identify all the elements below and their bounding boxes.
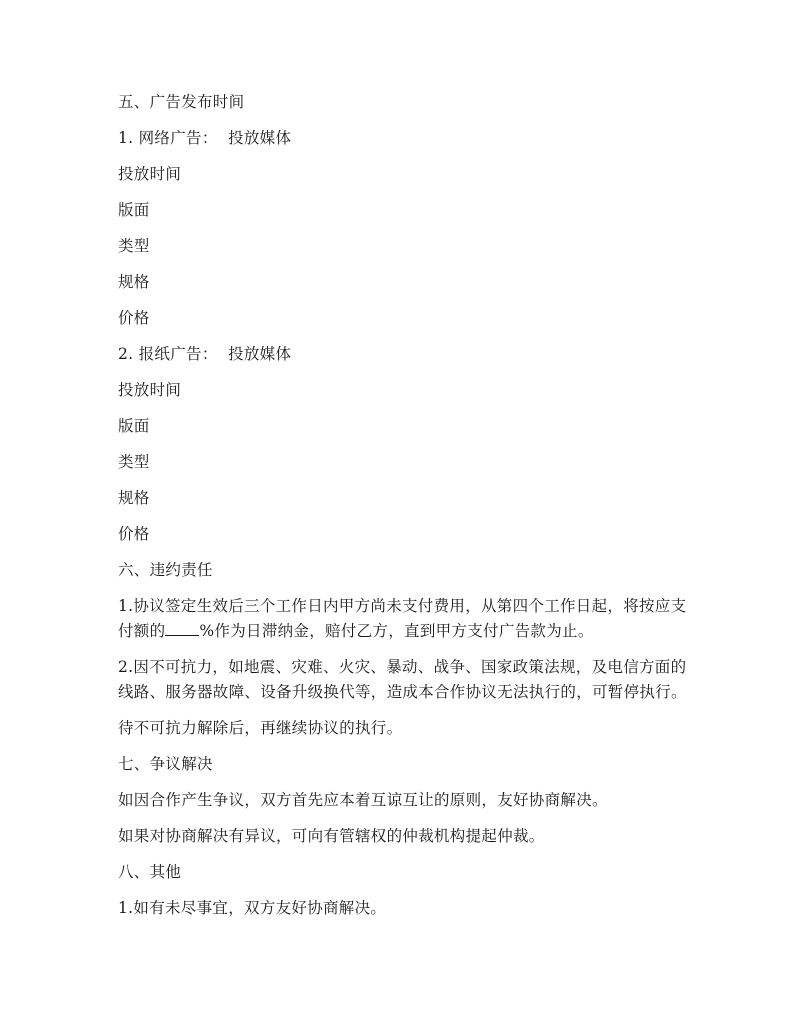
breach-clause-1 bbox=[118, 594, 688, 644]
breach-clause-2-continued: 待不可抗力解除后，再继续协议的执行。 bbox=[118, 719, 403, 737]
online-ad-time: 投放时间 bbox=[118, 165, 182, 183]
online-ad-layout: 版面 bbox=[118, 201, 150, 219]
newspaper-ad-spec: 规格 bbox=[118, 489, 150, 507]
section-5-title: 五、广告发布时间 bbox=[118, 93, 245, 111]
fill-in-blank bbox=[165, 621, 199, 636]
newspaper-ad-heading: 2. 报纸广告： 投放媒体 bbox=[118, 345, 292, 363]
online-ad-spec: 规格 bbox=[118, 273, 150, 291]
section-8-title: 八、其他 bbox=[118, 863, 182, 881]
newspaper-ad-layout: 版面 bbox=[118, 417, 150, 435]
dispute-para-1: 如因合作产生争议，双方首先应本着互谅互让的原则，友好协商解决。 bbox=[118, 791, 608, 809]
newspaper-ad-type: 类型 bbox=[118, 453, 150, 471]
online-ad-price: 价格 bbox=[118, 309, 150, 327]
document-page bbox=[118, 90, 688, 932]
breach-clause-1-part1: 1.协议签定生效后三个工作日内甲方尚未支付费用，从第四个工作日起，将按应支付额的 bbox=[118, 597, 687, 640]
other-clause-1: 1.如有未尽事宜，双方友好协商解决。 bbox=[118, 899, 387, 917]
dispute-para-2: 如果对协商解决有异议，可向有管辖权的仲裁机构提起仲裁。 bbox=[118, 827, 545, 845]
online-ad-heading: 1. 网络广告： 投放媒体 bbox=[118, 129, 292, 147]
breach-clause-2: 2.因不可抗力，如地震、灾难、火灾、暴动、战争、国家政策法规，及电信方面的线路、服务器故障、设备升级换代等，造成本合作协议无法执行的，可暂停执行。 bbox=[118, 658, 687, 701]
newspaper-ad-time: 投放时间 bbox=[118, 381, 182, 399]
section-7-title: 七、争议解决 bbox=[118, 755, 213, 773]
newspaper-ad-price: 价格 bbox=[118, 525, 150, 543]
section-6-title: 六、违约责任 bbox=[118, 561, 213, 579]
online-ad-type: 类型 bbox=[118, 237, 150, 255]
breach-clause-1-part2: %作为日滞纳金，赔付乙方，直到甲方支付广告款为止。 bbox=[199, 622, 594, 640]
